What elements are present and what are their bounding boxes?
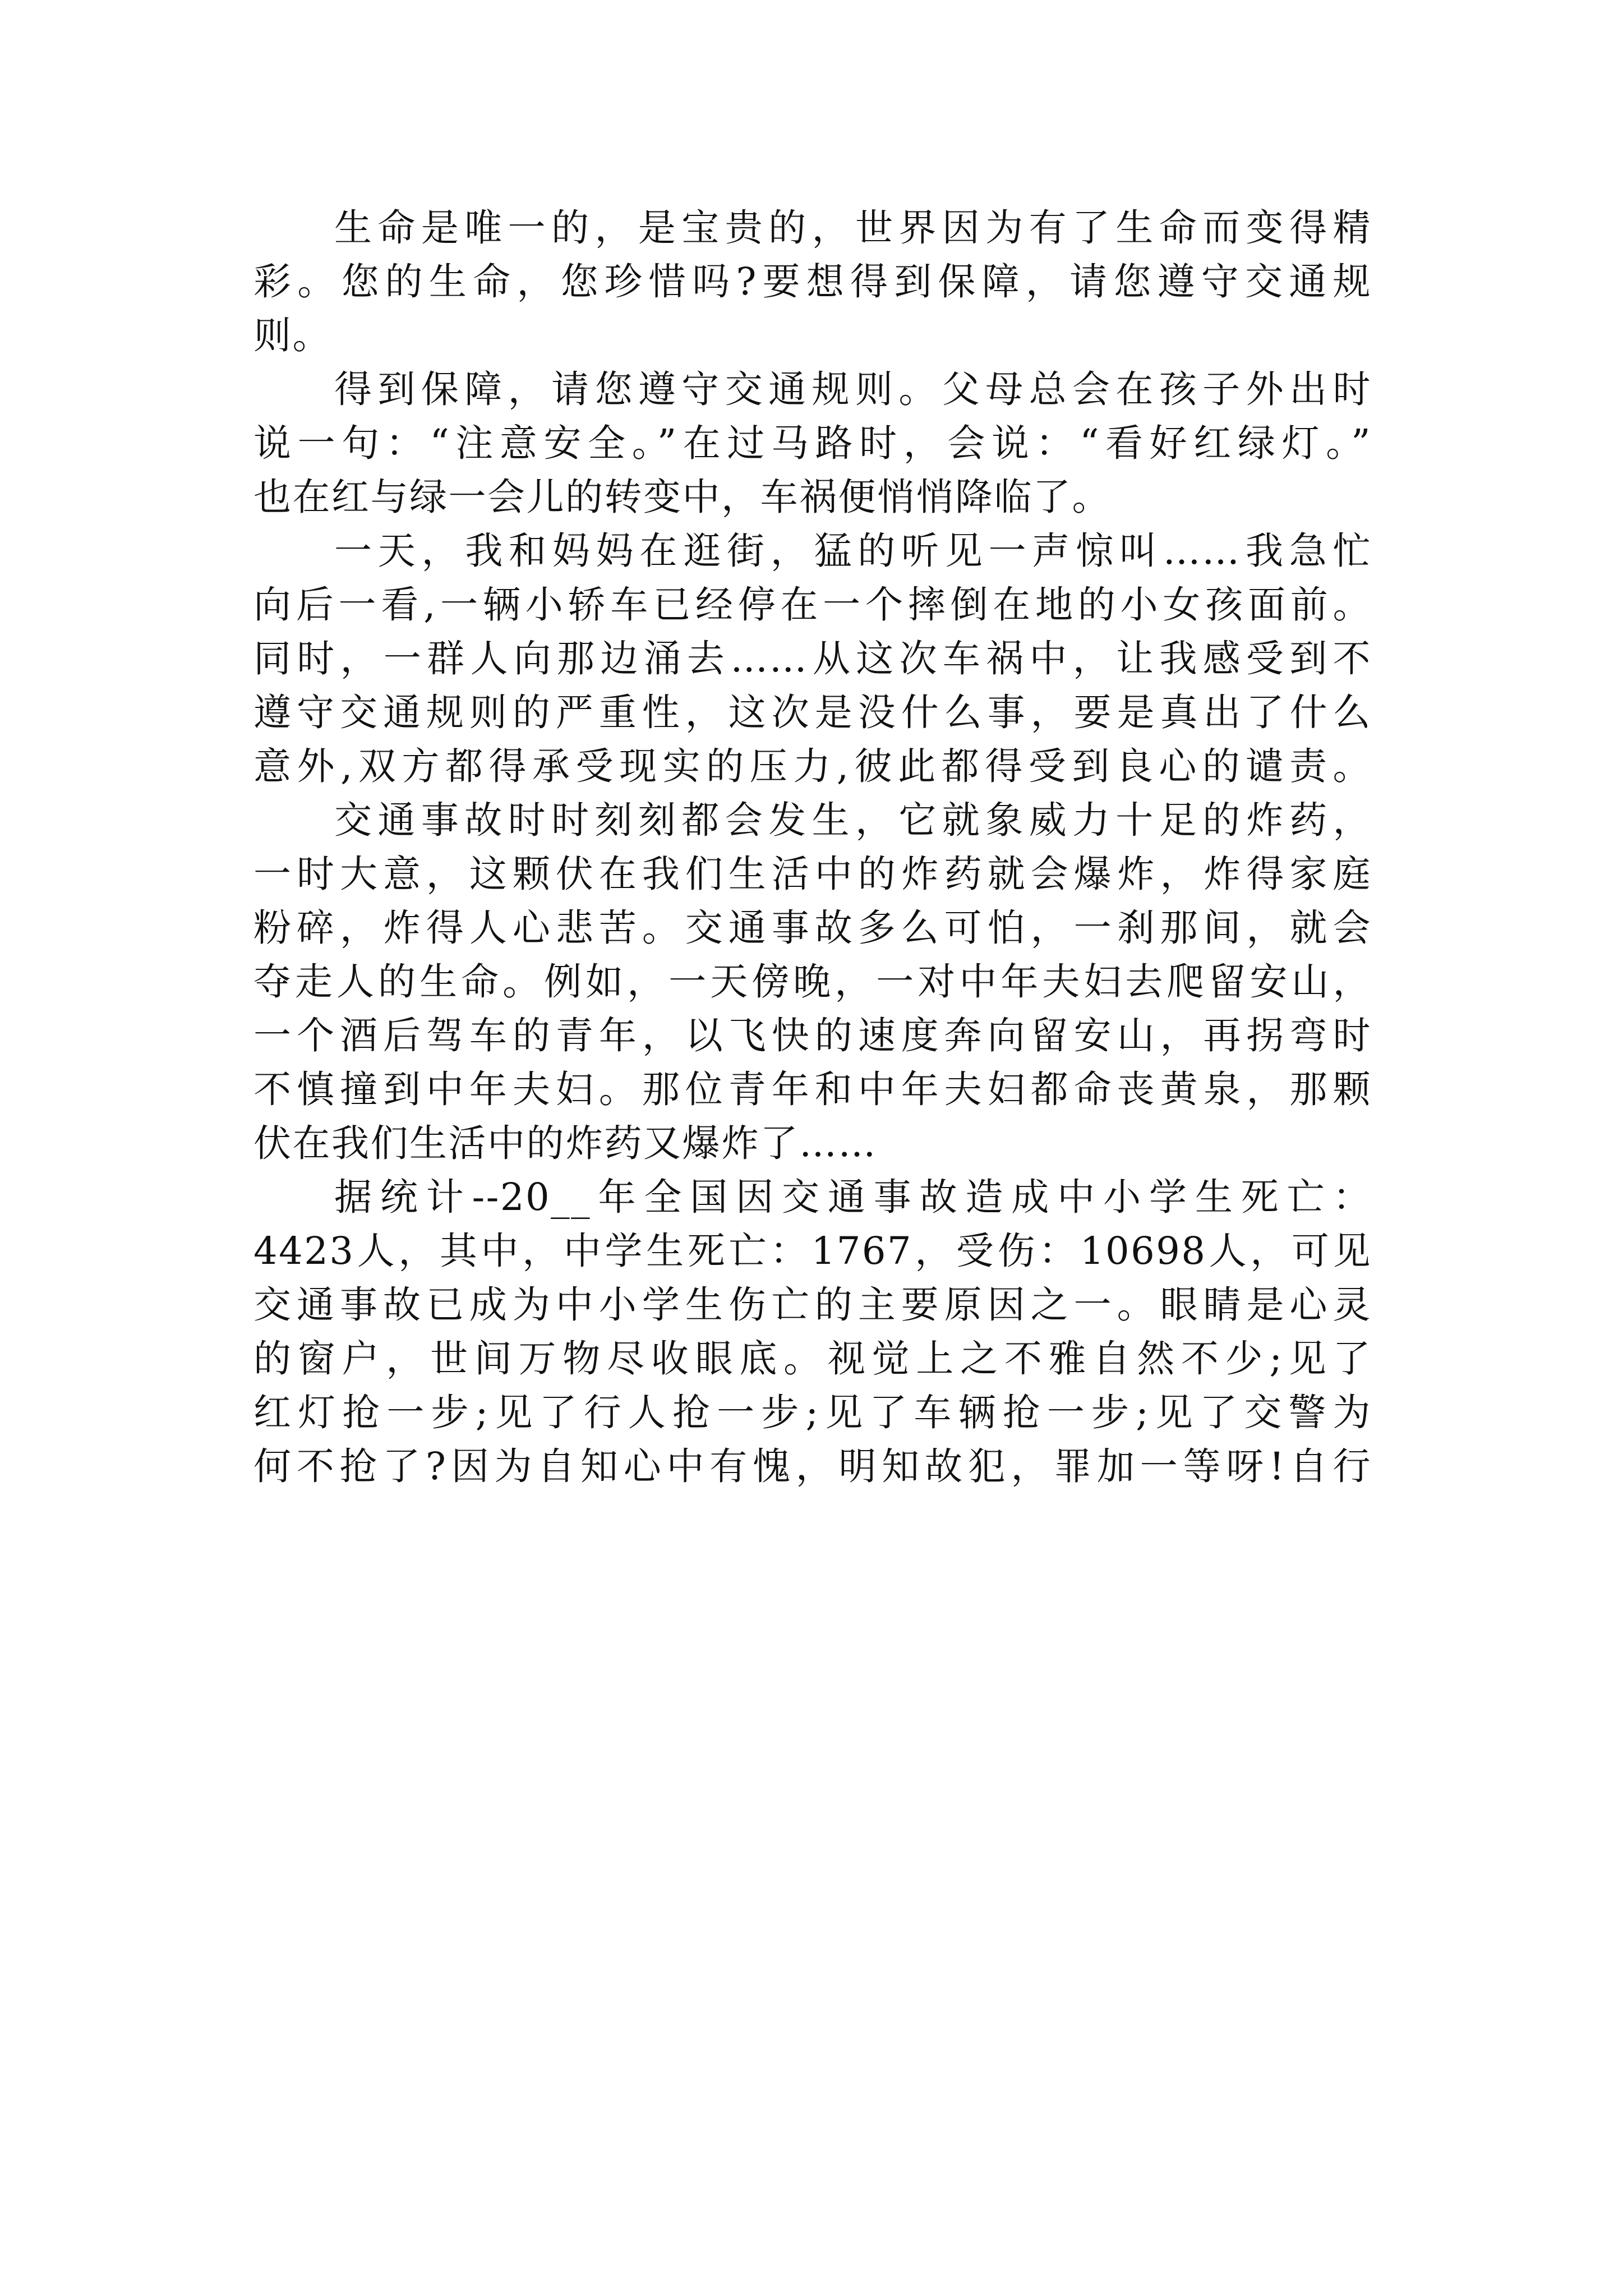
text-line: 则。: [253, 314, 331, 357]
text-line: 意外,双方都得承受现实的压力,彼此都得受到良心的谴责。: [253, 744, 1372, 788]
text-line: 一个酒后驾车的青年，以飞快的速度奔向留安山，再拐弯时: [253, 1014, 1372, 1057]
text-line: 交通事故时时刻刻都会发生，它就象威力十足的炸药，: [334, 798, 1372, 842]
text-line: 据统计--20__年全国因交通事故造成中小学生死亡：: [334, 1175, 1372, 1219]
text-line: 同时，一群人向那边涌去……从这次车祸中，让我感受到不: [253, 637, 1372, 680]
body-text: [253, 201, 1372, 1493]
text-line: 一天，我和妈妈在逛街，猛的听见一声惊叫……我急忙: [334, 529, 1372, 573]
text-line: 4423人，其中，中学生死亡：1767，受伤：10698人，可见: [253, 1229, 1372, 1273]
text-line: 红灯抢一步;见了行人抢一步;见了车辆抢一步;见了交警为: [253, 1391, 1372, 1434]
text-line: 夺走人的生命。例如，一天傍晚，一对中年夫妇去爬留安山，: [253, 960, 1372, 1004]
paragraph-5: [253, 1170, 1372, 1493]
text-line: 粉碎，炸得人心悲苦。交通事故多么可怕，一刹那间，就会: [253, 906, 1372, 950]
text-line: 伏在我们生活中的炸药又爆炸了……: [253, 1121, 877, 1165]
text-line: 不慎撞到中年夫妇。那位青年和中年夫妇都命丧黄泉，那颗: [253, 1068, 1372, 1111]
text-line: 向后一看,一辆小轿车已经停在一个摔倒在地的小女孩面前。: [253, 583, 1372, 627]
text-line: 一时大意，这颗伏在我们生活中的炸药就会爆炸，炸得家庭: [253, 852, 1372, 896]
text-line: 交通事故已成为中小学生伤亡的主要原因之一。眼睛是心灵: [253, 1283, 1372, 1327]
text-line: 得到保障，请您遵守交通规则。父母总会在孩子外出时: [334, 367, 1372, 411]
text-line: 遵守交通规则的严重性，这次是没什么事，要是真出了什么: [253, 691, 1372, 734]
text-line: 也在红与绿一会儿的转变中，车祸便悄悄降临了。: [253, 475, 1111, 519]
text-line: 说一句：“注意安全。”在过马路时，会说：“看好红绿灯。”: [253, 421, 1372, 465]
paragraph-4: [253, 793, 1372, 1170]
text-line: 何不抢了?因为自知心中有愧，明知故犯，罪加一等呀!自行: [253, 1444, 1372, 1488]
text-line: 彩。您的生命，您珍惜吗?要想得到保障，请您遵守交通规: [253, 260, 1372, 303]
text-line: 的窗户，世间万物尽收眼底。视觉上之不雅自然不少;见了: [253, 1337, 1372, 1381]
paragraph-2: [253, 362, 1372, 524]
paragraph-1: [253, 201, 1372, 362]
paragraph-3: [253, 524, 1372, 793]
text-line: 生命是唯一的，是宝贵的，世界因为有了生命而变得精: [334, 206, 1372, 250]
